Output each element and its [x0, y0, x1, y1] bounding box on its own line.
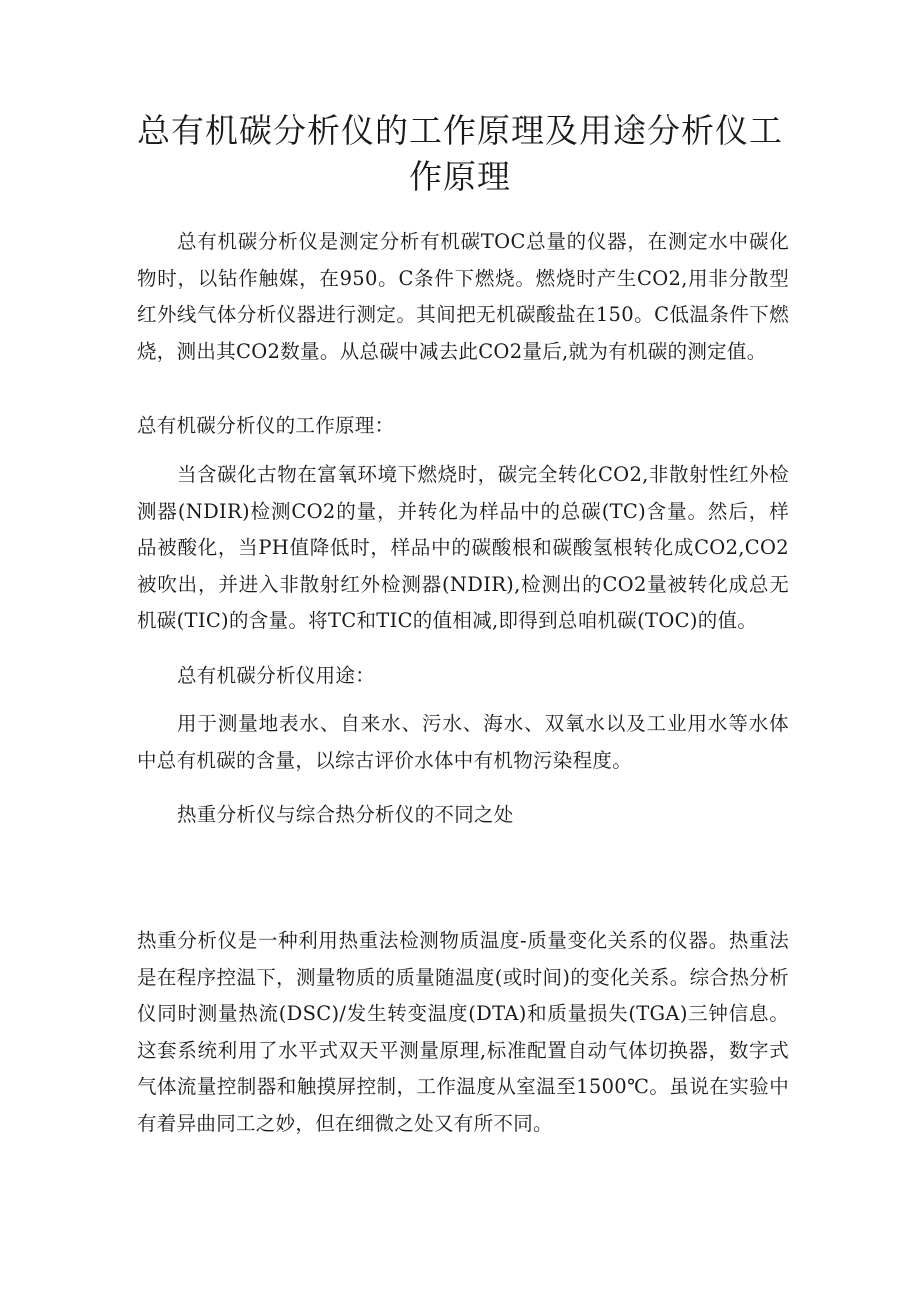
principle-paragraph: 当含碳化古物在富氧环境下燃烧时，碳完全转化CO2,非散射性红外检测器(NDIR)检测CO2的量，并转化为样品中的总碳(TC)含量。然后，样品被酸化，当PH值降低时，样品中的碳酸根和碳酸氢根转化成CO2,CO2被吹出，并进入非散射红外检测器(NDIR),检测出的CO2量被转化成总无机碳(TIC)的含量。将TC和TIC的值相减,即得到总咱机碳(TOC)的值。 — [137, 463, 789, 632]
intro-paragraph: 总有机碳分析仪是测定分析有机碳TOC总量的仪器，在测定水中碳化物时，以钻作触媒，在950。C条件下燃烧。燃烧时产生CO2,用非分散型红外线气体分析仪器进行测定。其间把无机碳酸盐在150。C低温条件下燃烧，测出其CO2数量。从总碳中减去此CO2量后,就为有机碳的测定值。 — [137, 230, 789, 363]
usage-heading: 总有机碳分析仪用途： — [177, 664, 376, 687]
principle-heading: 总有机碳分析仪的工作原理： — [137, 414, 395, 437]
tga-heading: 热重分析仪与综合热分析仪的不同之处 — [177, 803, 514, 826]
usage-paragraph: 用于测量地表水、自来水、污水、海水、双氧水以及工业用水等水体中总有机碳的含量，以综古评价水体中有机物污染程度。 — [137, 712, 789, 772]
tga-paragraph: 热重分析仪是一种利用热重法检测物质温度-质量变化关系的仪器。热重法是在程序控温下，测量物质的质量随温度(或时间)的变化关系。综合热分析仪同时测量热流(DSC)/发生转变温度(DTA)和质量损失(TGA)三钟信息。这套系统利用了水平式双天平测量原理,标准配置自动气体切换器，数字式气体流量控制器和触摸屏控制，工作温度从室温至1500℃。虽说在实验中有着异曲同工之妙，但在细微之处又有所不同。 — [137, 929, 789, 1135]
document-title: 总有机碳分析仪的工作原理及用途分析仪工作原理 — [137, 111, 783, 196]
